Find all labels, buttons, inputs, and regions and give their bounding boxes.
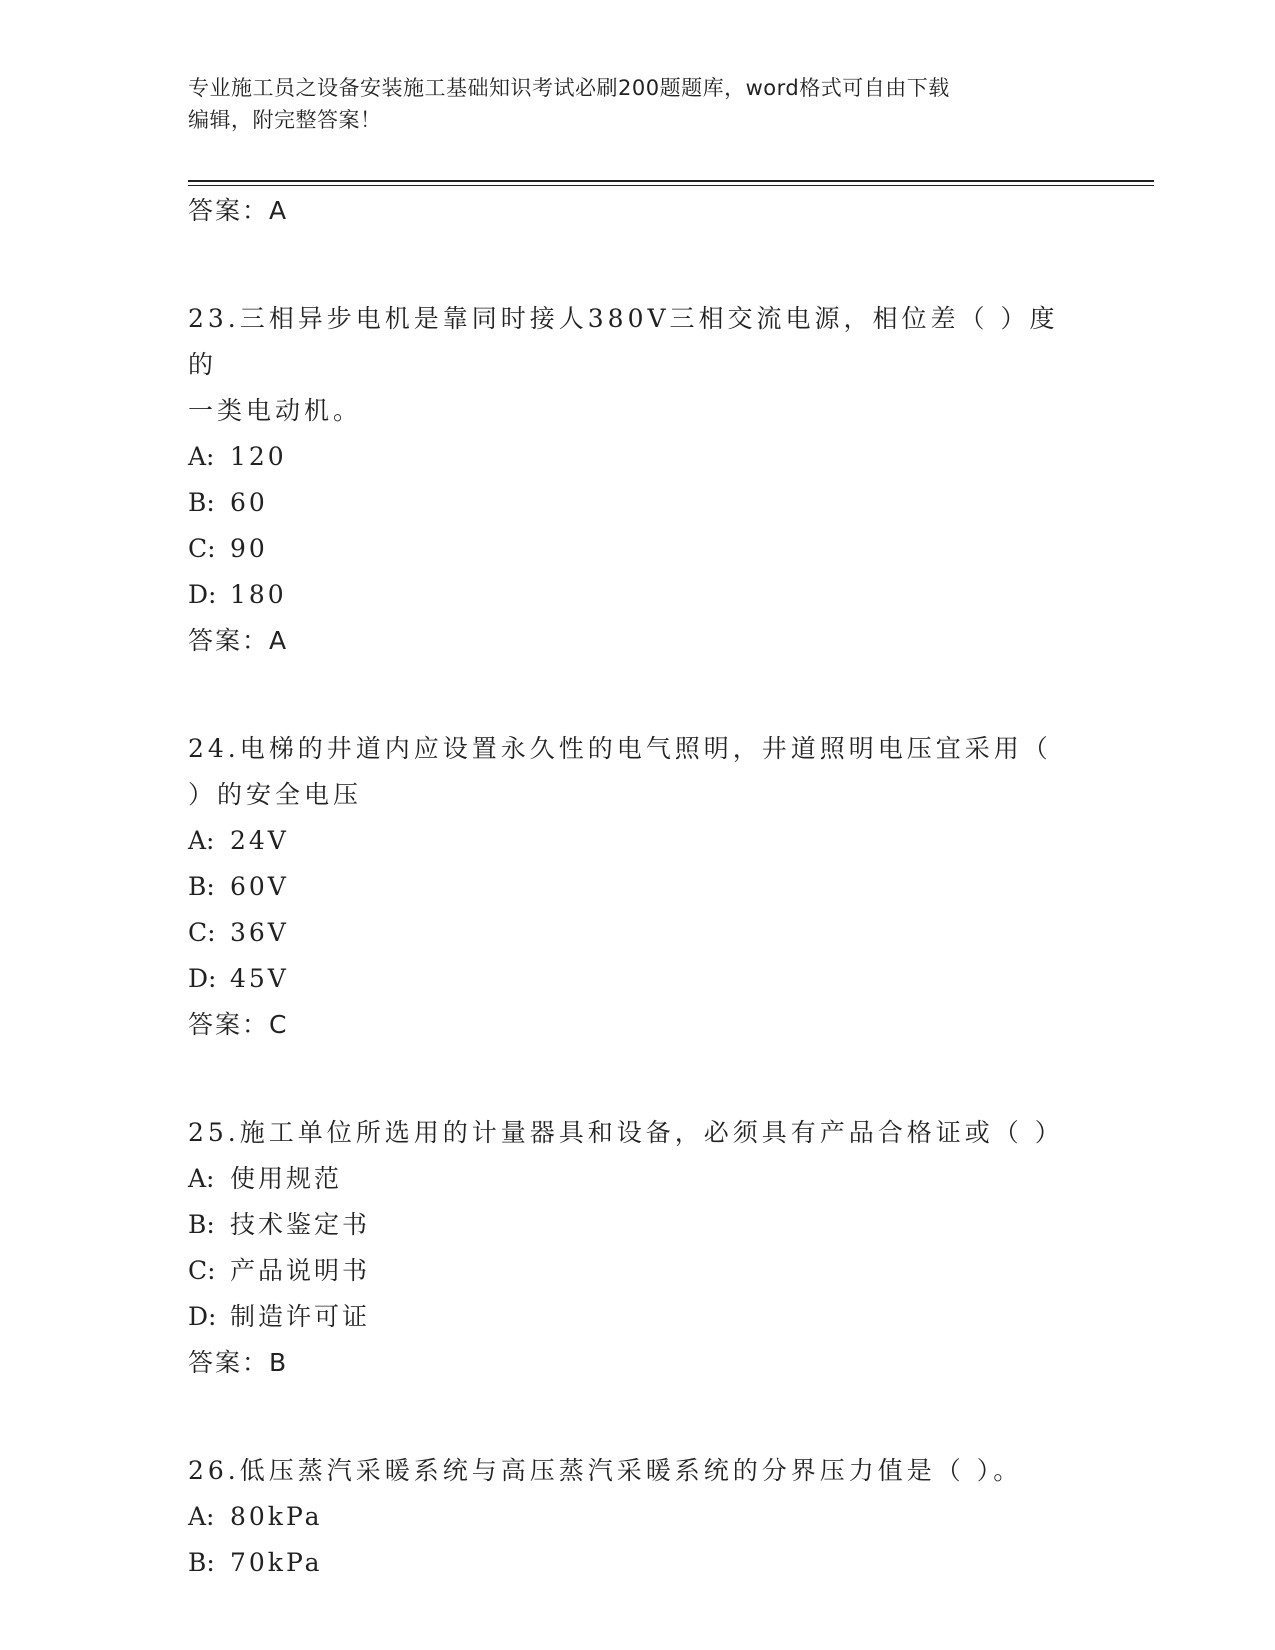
option-a (188, 434, 1088, 480)
option-letter: D: (188, 1302, 217, 1331)
spacer (188, 1048, 1088, 1110)
question-text (188, 1110, 1078, 1156)
option-text: 90 (230, 534, 268, 563)
question-line: 26.低压蒸汽采暖系统与高压蒸汽采暖系统的分界压力值是（ ）。 (188, 1456, 1023, 1485)
option-letter: C: (188, 1256, 216, 1285)
option-letter: B: (188, 1210, 215, 1239)
option-text: 70kPa (230, 1548, 323, 1577)
option-letter: A: (188, 826, 215, 855)
answer: 答案：A (188, 626, 289, 655)
option-letter: A: (188, 442, 215, 471)
option-text: 制造许可证 (230, 1302, 371, 1331)
question-24 (188, 726, 1088, 1048)
option-b (188, 1202, 1088, 1248)
option-text: 180 (230, 580, 287, 609)
option-text: 80kPa (230, 1502, 323, 1531)
option-b (188, 480, 1088, 526)
question-26 (188, 1448, 1088, 1586)
option-b (188, 864, 1088, 910)
previous-answer: 答案：A (188, 196, 289, 225)
spacer (188, 1386, 1088, 1448)
question-25 (188, 1110, 1088, 1386)
option-c (188, 1248, 1088, 1294)
option-text: 产品说明书 (230, 1256, 371, 1285)
option-text: 使用规范 (230, 1164, 343, 1193)
option-letter: B: (188, 1548, 215, 1577)
question-line: 23.三相异步电机是靠同时接人380V三相交流电源，相位差（ ）度的 (188, 304, 1059, 379)
question-line: ）的安全电压 (188, 780, 363, 809)
option-letter: B: (188, 488, 215, 517)
option-a (188, 1156, 1088, 1202)
answer: 答案：B (188, 1348, 289, 1377)
option-text: 120 (230, 442, 287, 471)
option-c (188, 910, 1088, 956)
option-text: 24V (230, 826, 289, 855)
option-letter: D: (188, 964, 217, 993)
header-line-1: 专业施工员之设备安装施工基础知识考试必刷200题题库，word格式可自由下载 (188, 76, 950, 100)
spacer (188, 234, 1088, 296)
question-23 (188, 296, 1088, 664)
question-text (188, 726, 1078, 818)
option-a (188, 818, 1088, 864)
option-b (188, 1540, 1088, 1586)
option-letter: A: (188, 1502, 215, 1531)
option-c (188, 526, 1088, 572)
option-a (188, 1494, 1088, 1540)
question-line: 一类电动机。 (188, 396, 363, 425)
question-text (188, 1448, 1078, 1494)
spacer (188, 664, 1088, 726)
header-line-2: 编辑，附完整答案！ (188, 108, 382, 132)
option-letter: C: (188, 534, 216, 563)
header-divider (188, 180, 1154, 182)
option-text: 45V (230, 964, 289, 993)
option-d (188, 572, 1088, 618)
document-header (188, 72, 1088, 136)
header-divider-thin (188, 185, 1154, 186)
option-letter: A: (188, 1164, 215, 1193)
option-text: 36V (230, 918, 289, 947)
option-d (188, 1294, 1088, 1340)
question-line: 25.施工单位所选用的计量器具和设备，必须具有产品合格证或（ ） (188, 1118, 1064, 1147)
question-text (188, 296, 1078, 434)
option-letter: C: (188, 918, 216, 947)
option-text: 技术鉴定书 (230, 1210, 371, 1239)
option-letter: D: (188, 580, 217, 609)
option-text: 60V (230, 872, 289, 901)
option-d (188, 956, 1088, 1002)
option-text: 60 (230, 488, 268, 517)
question-list (188, 188, 1088, 1586)
question-line: 24.电梯的井道内应设置永久性的电气照明，井道照明电压宜采用（ (188, 734, 1052, 763)
answer: 答案：C (188, 1010, 289, 1039)
option-letter: B: (188, 872, 215, 901)
